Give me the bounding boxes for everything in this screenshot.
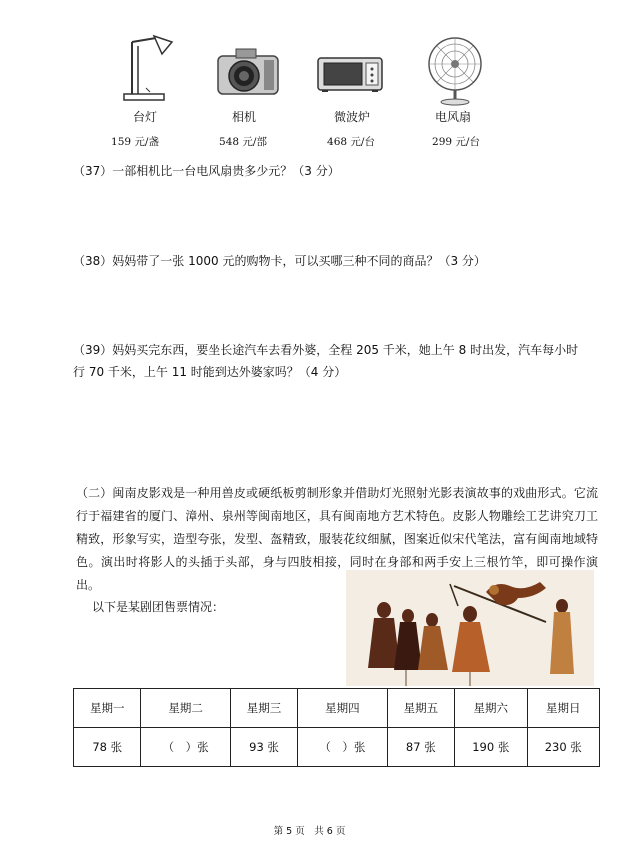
product-name: 相机 bbox=[231, 110, 256, 124]
table-header-cell: 星期二 bbox=[141, 689, 230, 728]
table-header-cell: 星期日 bbox=[527, 689, 600, 728]
table-header-cell: 星期五 bbox=[387, 689, 454, 728]
product-price: 159 元/盏 bbox=[111, 136, 159, 148]
question-39-line-1: （39）妈妈买完东西，要坐长途汽车去看外婆，全程 205 千米，她上午 8 时出发，汽车每小时 bbox=[73, 343, 579, 357]
passage-text: （二）闽南皮影戏是一种用兽皮或硬纸板剪制形象并借助灯光照射光影表演故事的戏曲形式。它流行于福建省的厦门、漳州、泉州等闽南地区，具有闽南地方艺术特色。皮影人物雕绘工艺讲究刀工精致，形象写实，造型夸张，发型、盔精致，服装花纹细腻，图案近似宋代笔法，富有闽南地域特色。演出时将影人的头插于头部，身与四肢相接，同时在身部和两手安上三根竹竿，即可操作演出。 bbox=[76, 486, 598, 592]
product-name: 微波炉 bbox=[333, 110, 370, 124]
question-37: （37）一部相机比一台电风扇贵多少元？（3 分） bbox=[73, 164, 340, 178]
shadow-puppet-image bbox=[346, 570, 594, 686]
product-name: 电风扇 bbox=[434, 110, 471, 124]
electric-fan-icon bbox=[425, 36, 485, 106]
camera-icon bbox=[216, 46, 280, 98]
desk-lamp-icon bbox=[118, 32, 180, 104]
question-38: （38）妈妈带了一张 1000 元的购物卡，可以买哪三种不同的商品？（3 分） bbox=[73, 254, 486, 268]
passage-intro: 以下是某剧团售票情况： bbox=[92, 600, 225, 614]
table-header-cell: 星期四 bbox=[298, 689, 387, 728]
microwave-icon bbox=[316, 56, 384, 94]
table-cell: 87 张 bbox=[387, 728, 454, 767]
page-footer: 第 5 页 共 6 页 bbox=[273, 826, 346, 837]
product-price: 468 元/台 bbox=[327, 136, 375, 148]
table-header-cell: 星期三 bbox=[230, 689, 297, 728]
table-row bbox=[74, 728, 600, 767]
table-header-row bbox=[74, 689, 600, 728]
table-cell: 190 张 bbox=[455, 728, 527, 767]
table-cell: 93 张 bbox=[230, 728, 297, 767]
product-price: 548 元/部 bbox=[219, 136, 267, 148]
product-price: 299 元/台 bbox=[432, 136, 480, 148]
table-cell: 78 张 bbox=[74, 728, 141, 767]
table-header-cell: 星期六 bbox=[455, 689, 527, 728]
question-39-line-2: 行 70 千米，上午 11 时能到达外婆家吗？（4 分） bbox=[73, 365, 347, 379]
ticket-sales-table bbox=[73, 688, 600, 767]
table-header-cell: 星期一 bbox=[74, 689, 141, 728]
table-cell: （ ）张 bbox=[141, 728, 230, 767]
table-cell: 230 张 bbox=[527, 728, 600, 767]
table-cell: （ ）张 bbox=[298, 728, 387, 767]
product-name: 台灯 bbox=[132, 110, 157, 124]
